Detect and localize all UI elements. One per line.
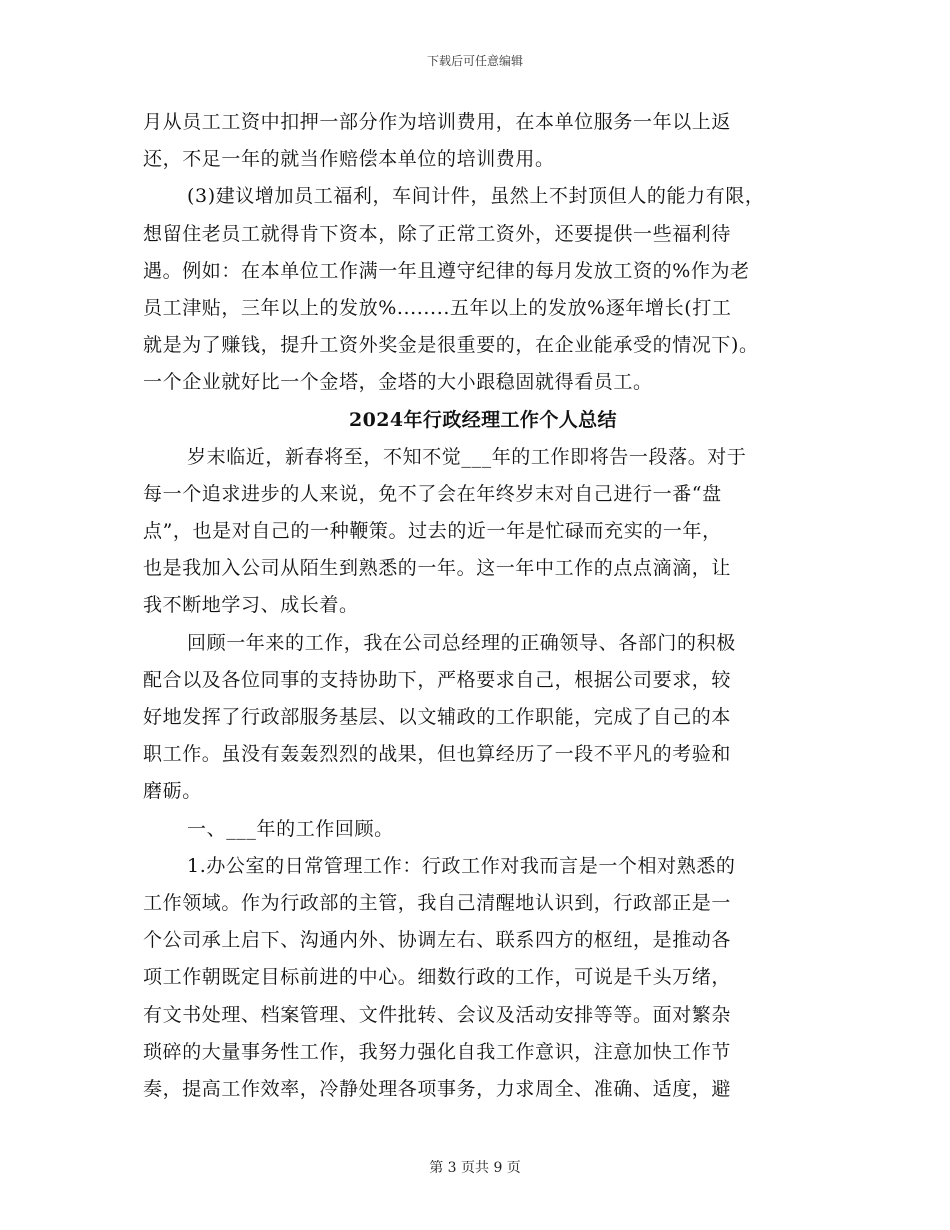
subsection-heading: 一、___年的工作回顾。 [187,817,394,840]
body-line: 每一个追求进步的人来说，免不了会在年终岁末对自己进行一番“盘 [143,482,722,505]
body-line: 也是我加入公司从陌生到熟悉的一年。这一年中工作的点点滴滴，让 [143,557,732,580]
section-title: 2024年行政经理工作个人总结 [349,408,617,431]
body-line: 奏，提高工作效率，冷静处理各项事务，力求周全、准确、适度，避 [143,1077,732,1100]
body-line: 回顾一年来的工作，我在公司总经理的正确领导、各部门的积极 [187,631,736,654]
body-line: 遇。例如：在本单位工作满一年且遵守纪律的每月发放工资的%作为老 [143,259,750,282]
body-line: (3)建议增加员工福利，车间计件，虽然上不封顶但人的能力有限， [187,185,765,208]
body-line: 有文书处理、档案管理、文件批转、会议及活动安排等等。面对繁杂 [143,1003,732,1026]
body-line: 个公司承上启下、沟通内外、协调左右、联系四方的枢纽，是推动各 [143,929,732,952]
body-line: 点”，也是对自己的一种鞭策。过去的近一年是忙碌而充实的一年， [143,520,722,543]
body-line: 我不断地学习、成长着。 [143,594,359,617]
body-line: 项工作朝既定目标前进的中心。细数行政的工作，可说是千头万绪， [143,966,732,989]
body-line: 工作领域。作为行政部的主管，我自己清醒地认识到，行政部正是一 [143,891,732,914]
body-line: 岁末临近，新春将至，不知不觉___年的工作即将告一段落。对于 [187,445,747,468]
body-line: 月从员工工资中扣押一部分作为培训费用，在本单位服务一年以上返 [143,111,732,133]
body-line: 想留住老员工就得肯下资本，除了正常工资外，还要提供一些福利待 [143,222,732,245]
body-line: 职工作。虽没有轰轰烈烈的战果，但也算经历了一段不平凡的考验和 [143,743,732,766]
page-header: 下载后可任意编辑 [426,54,523,68]
body-line: 一个企业就好比一个金塔，金塔的大小跟稳固就得看员工。 [143,371,653,394]
body-line: 好地发挥了行政部服务基层、以文辅政的工作职能，完成了自己的本 [143,706,732,728]
page-number: 第 3 页共 9 页 [429,1160,521,1176]
document-body [143,104,823,1108]
body-line: 1.办公室的日常管理工作：行政工作对我而言是一个相对熟悉的 [187,854,736,877]
body-line: 琐碎的大量事务性工作，我努力强化自我工作意识，注意加快工作节 [143,1040,732,1063]
body-line: 配合以及各位同事的支持协助下，严格要求自己，根据公司要求，较 [143,668,732,691]
body-line: 员工津贴，三年以上的发放%........五年以上的发放%逐年增长(打工 [143,296,732,319]
body-line: 就是为了赚钱，提升工资外奖金是很重要的，在企业能承受的情况下)。 [143,334,759,357]
body-line: 还，不足一年的就当作赔偿本单位的培训费用。 [143,148,555,171]
body-line: 磨砺。 [143,780,202,803]
